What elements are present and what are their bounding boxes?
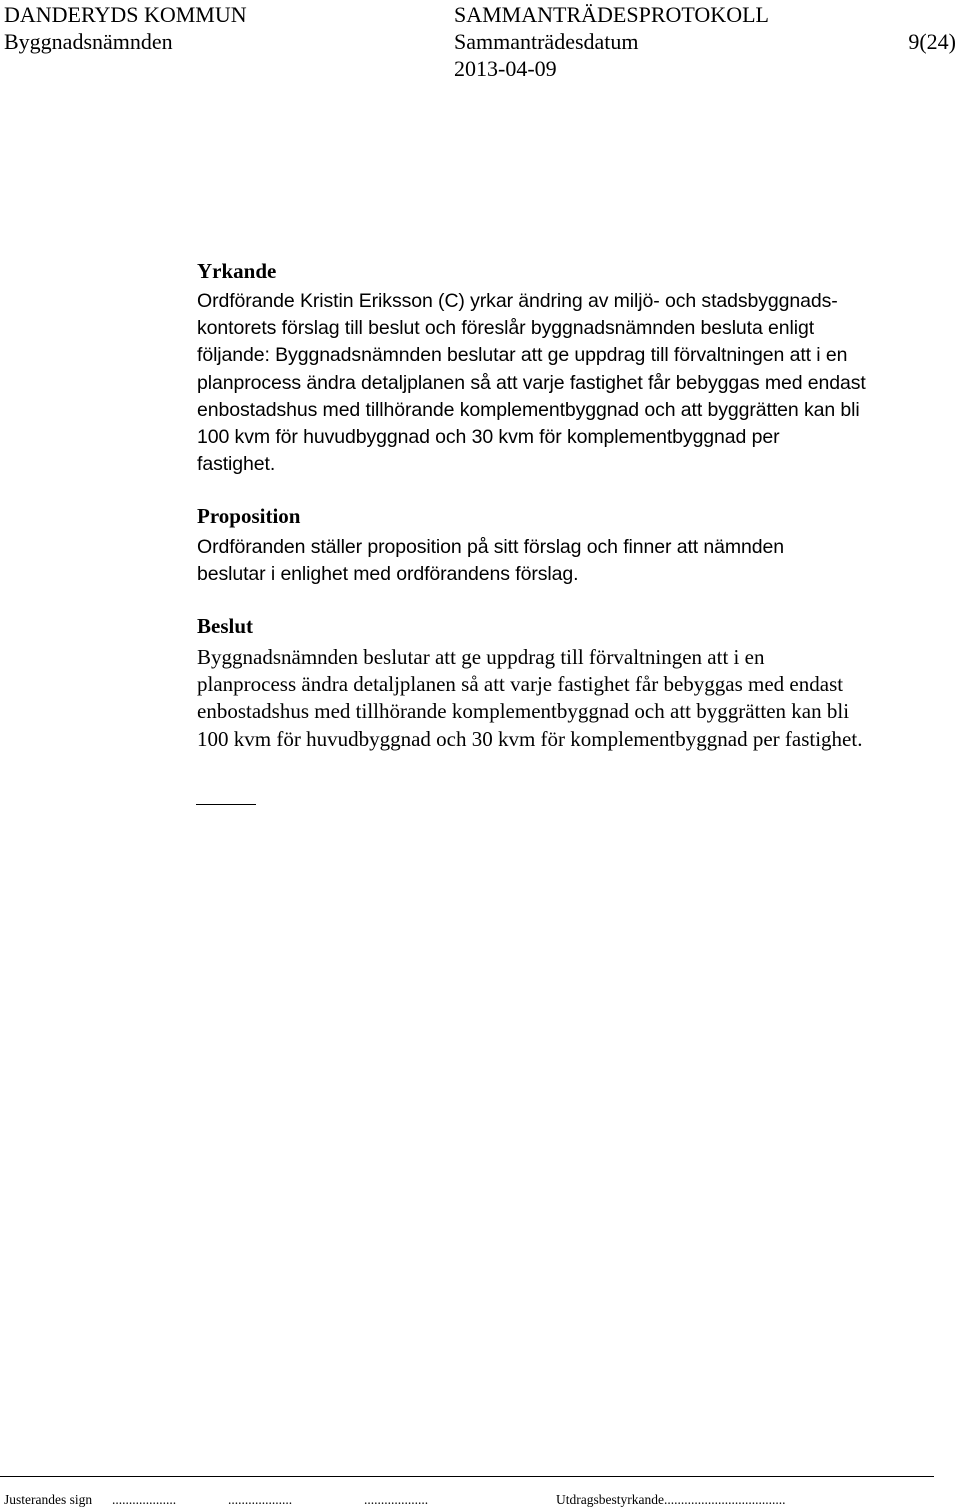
document-type: SAMMANTRÄDESPROTOKOLL [454, 2, 769, 27]
proposition-paragraph [197, 534, 784, 588]
proposition-heading: Proposition [197, 504, 301, 528]
yrkande-line: Ordförande Kristin Eriksson (C) yrkar ändring av miljö- och stadsbyggnads- [197, 290, 838, 312]
justerandes-sign-label: Justerandes sign [4, 1492, 93, 1507]
beslut-line: planprocess ändra detaljplanen så att varje fastighet får bebyggas med endast [197, 672, 844, 697]
utdragsbestyrkande-label [556, 1492, 785, 1508]
footer-rule [0, 1476, 934, 1477]
page-number: 9(24) [908, 29, 956, 54]
date-label: Sammanträdesdatum [454, 29, 639, 54]
organization-name: DANDERYDS KOMMUN [4, 2, 247, 27]
yrkande-line: enbostadshus med tillhörande komplementbyggnad och att byggrätten kan bli [197, 398, 860, 421]
yrkande-heading: Yrkande [197, 259, 277, 283]
meeting-date: 2013-04-09 [454, 56, 557, 81]
beslut-line: enbostadshus med tillhörande komplementbyggnad och att byggrätten kan bli [197, 699, 850, 724]
utdragsbestyrkande-dots: .................................... [663, 1492, 786, 1507]
signature-dots: ................... [364, 1492, 429, 1507]
proposition-line: Ordföranden ställer proposition på sitt förslag och finner att nämnden [197, 536, 785, 558]
beslut-paragraph [197, 644, 862, 753]
signature-dots: ................... [228, 1492, 293, 1507]
yrkande-line: 100 kvm för huvudbyggnad och 30 kvm för komplementbyggnad per [197, 426, 780, 449]
yrkande-line: följande: Byggnadsnämnden beslutar att ge uppdrag till förvaltningen att i en [197, 344, 848, 367]
department-name: Byggnadsnämnden [4, 29, 173, 54]
utdragsbestyrkande-text: Utdragsbestyrkande [556, 1492, 664, 1507]
section-separator [196, 804, 256, 805]
yrkande-line: planprocess ändra detaljplanen så att varje fastighet får bebyggas med endast [197, 371, 866, 394]
yrkande-paragraph [197, 288, 866, 478]
beslut-heading: Beslut [197, 614, 254, 638]
yrkande-line: kontorets förslag till beslut och föreslår byggnadsnämnden besluta enligt [197, 317, 815, 340]
proposition-line: beslutar i enlighet med ordförandens förslag. [197, 563, 579, 586]
beslut-line: Byggnadsnämnden beslutar att ge uppdrag till förvaltningen att i en [197, 645, 765, 669]
yrkande-line: fastighet. [197, 453, 276, 476]
beslut-line: 100 kvm för huvudbyggnad och 30 kvm för komplementbyggnad per fastighet. [197, 726, 863, 751]
signature-dots: ................... [112, 1492, 177, 1507]
